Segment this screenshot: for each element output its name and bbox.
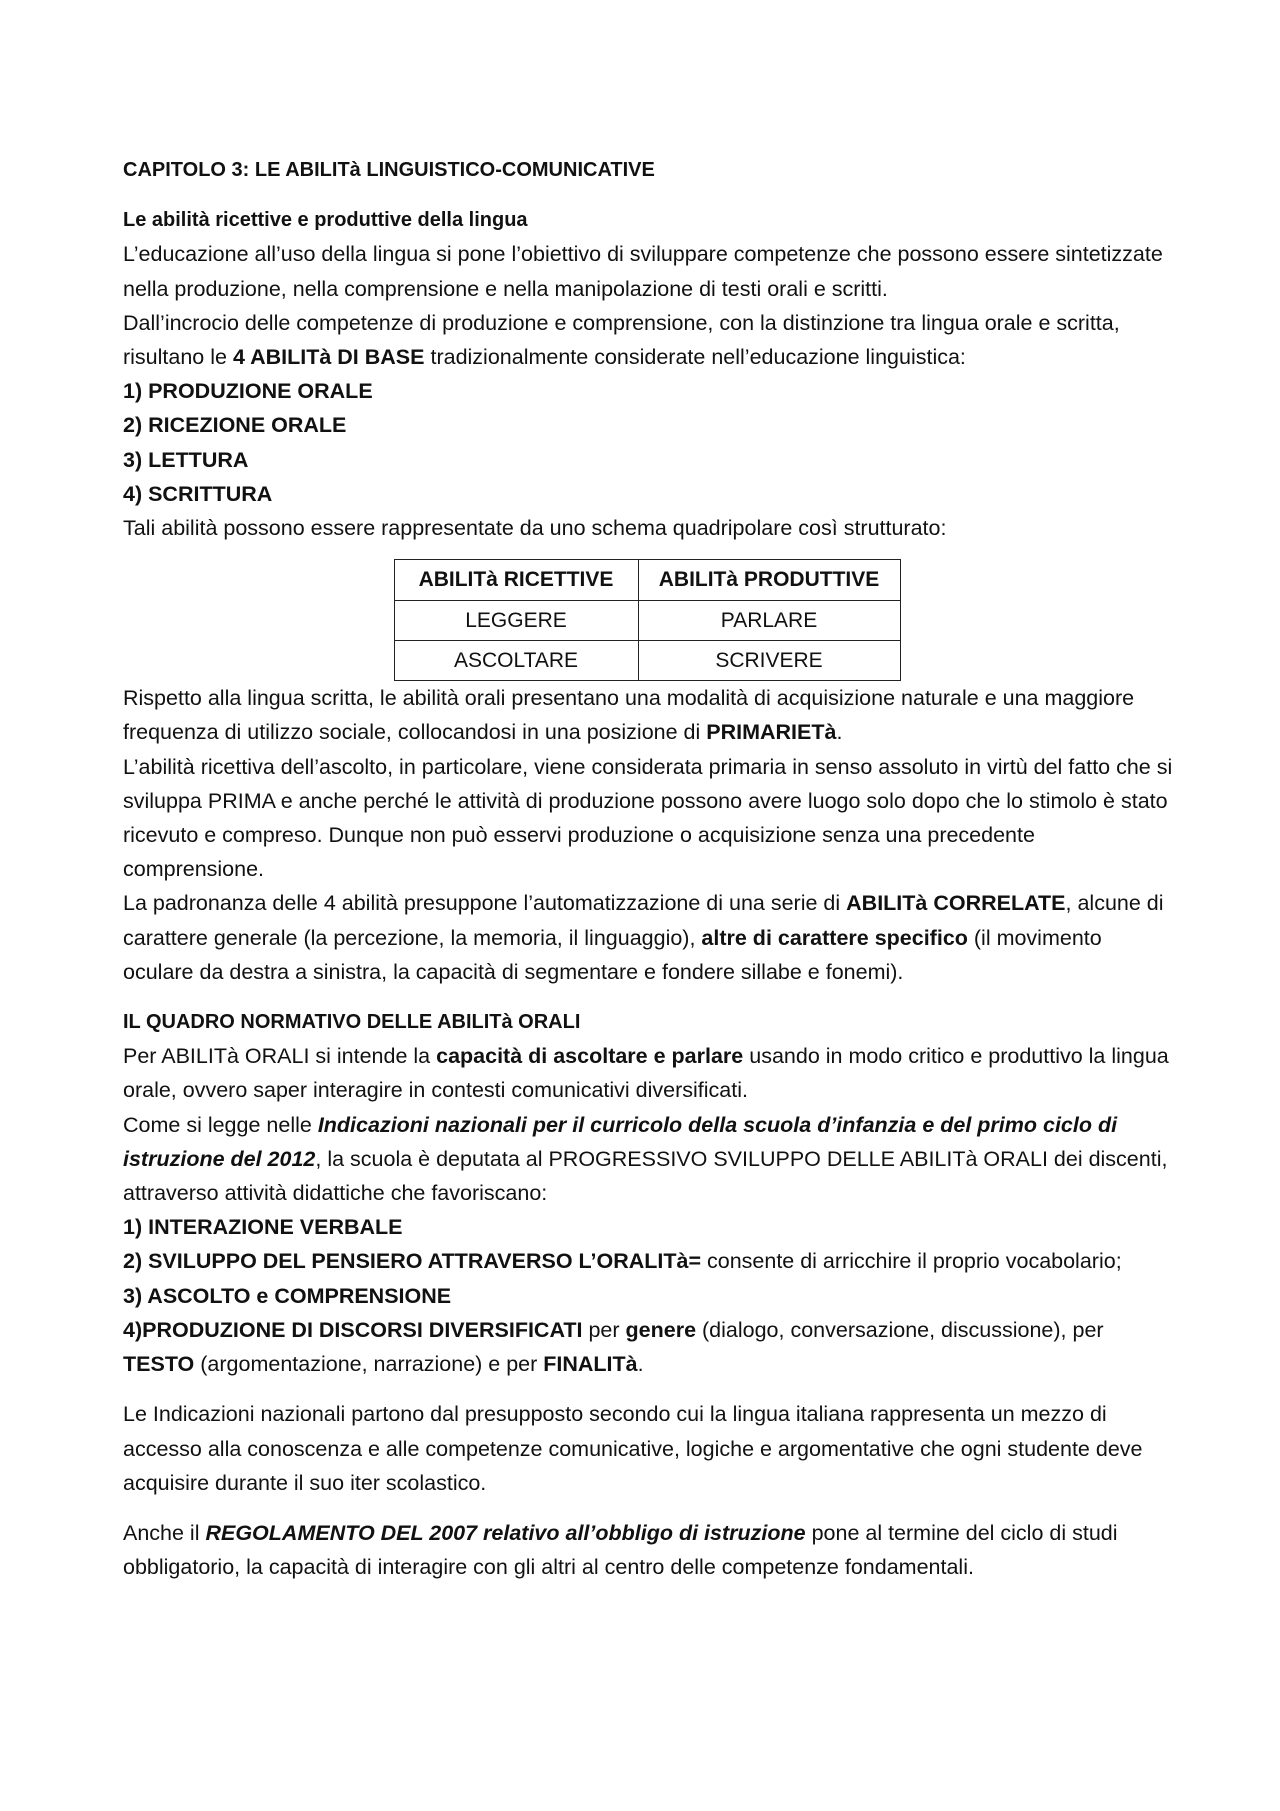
chapter-title: CAPITOLO 3: LE ABILITà LINGUISTICO-COMUNICATIVE xyxy=(123,159,655,181)
paragraph-indications: Come si legge nelle Indicazioni nazionali per il curricolo della scuola d’infanzia e del primo ciclo di istruzione del 2012, la scuola è deputata al PROGRESSIVO SVILUPPO DELLE ABILITà ORALI dei discenti, attraverso attività didattiche che favoriscano: xyxy=(123,1112,1168,1206)
paragraph-intro: L’educazione all’uso della lingua si pone l’obiettivo di sviluppare competenze che possono essere sintetizzate nella produzione, nella comprensione e nella manipolazione di testi orali e scritti. xyxy=(123,242,1163,301)
paragraph-oral-skills: Per ABILITà ORALI si intende la capacità di ascoltare e parlare usando in modo critico e produttivo la lingua orale, ovvero saper interagire in contesti comunicativi diversificati. xyxy=(123,1044,1169,1103)
list-item: 3) LETTURA xyxy=(123,447,249,472)
list-item: 4) SCRITTURA xyxy=(123,481,273,506)
paragraph-correlated: La padronanza delle 4 abilità presuppone l’automatizzazione di una serie di ABILITà CORRELATE, alcune di carattere generale (la percezione, la memoria, il linguaggio), altre di carattere specifico (il movimento oculare da destra a sinistra, la capacità di segmentare e fondere sillabe e fonemi). xyxy=(123,891,1164,984)
list-item: 2) SVILUPPO DEL PENSIERO ATTRAVERSO L’ORALITà= consente di arricchire il proprio vocabolario; xyxy=(123,1249,1122,1274)
table-header-cell: ABILITà RICETTIVE xyxy=(394,560,638,600)
abilities-table xyxy=(394,559,901,681)
list-item: 4)PRODUZIONE DI DISCORSI DIVERSIFICATI per genere (dialogo, conversazione, discussione), per TESTO (argomentazione, narrazione) e per FINALITà. xyxy=(123,1317,1104,1377)
paragraph-schema: Tali abilità possono essere rappresentate da uno schema quadripolare così strutturato: xyxy=(123,516,947,541)
table-cell: SCRIVERE xyxy=(638,640,900,680)
list-item: 1) INTERAZIONE VERBALE xyxy=(123,1215,403,1240)
paragraph-national-indications: Le Indicazioni nazionali partono dal presupposto secondo cui la lingua italiana rappresenta un mezzo di accesso alla conoscenza e alle competenze comunicative, logiche e argomentative che ogni studente deve acquisire durante il suo iter scolastico. xyxy=(123,1402,1143,1495)
list-item: 1) PRODUZIONE ORALE xyxy=(123,379,373,404)
list-item: 3) ASCOLTO e COMPRENSIONE xyxy=(123,1283,452,1308)
paragraph-base-skills: Dall’incrocio delle competenze di produzione e comprensione, con la distinzione tra lingua orale e scritta, risultano le 4 ABILITà DI BASE tradizionalmente considerate nell’educazione linguistica: xyxy=(123,310,1120,370)
table-header-cell: ABILITà PRODUTTIVE xyxy=(638,560,900,600)
table-cell: ASCOLTARE xyxy=(394,640,638,680)
paragraph-regulation: Anche il REGOLAMENTO DEL 2007 relativo all’obbligo di istruzione pone al termine del ciclo di studi obbligatorio, la capacità di interagire con gli altri al centro delle competenze fondamentali. xyxy=(123,1520,1118,1580)
abilities-table-container xyxy=(123,559,1173,681)
section-heading-normative: IL QUADRO NORMATIVO DELLE ABILITà ORALI xyxy=(123,1011,581,1034)
paragraph-listening: L’abilità ricettiva dell’ascolto, in particolare, viene considerata primaria in senso assoluto in virtù del fatto che si sviluppa PRIMA e anche perché le attività di produzione possono avere luogo solo dopo che lo stimolo è stato ricevuto e compreso. Dunque non può esservi produzione o acquisizione senza una precedente comprensione. xyxy=(123,754,1173,882)
section-heading-abilities: Le abilità ricettive e produttive della lingua xyxy=(123,209,528,232)
document-page xyxy=(123,153,1173,1584)
list-item: 2) RICEZIONE ORALE xyxy=(123,413,347,438)
table-cell: LEGGERE xyxy=(394,600,638,640)
table-cell: PARLARE xyxy=(638,600,900,640)
table-row xyxy=(394,640,900,680)
table-header-row xyxy=(394,560,900,600)
paragraph-primariety: Rispetto alla lingua scritta, le abilità orali presentano una modalità di acquisizione naturale e una maggiore frequenza di utilizzo sociale, collocandosi in una posizione di PRIMARIETà. xyxy=(123,686,1135,745)
table-row xyxy=(394,600,900,640)
